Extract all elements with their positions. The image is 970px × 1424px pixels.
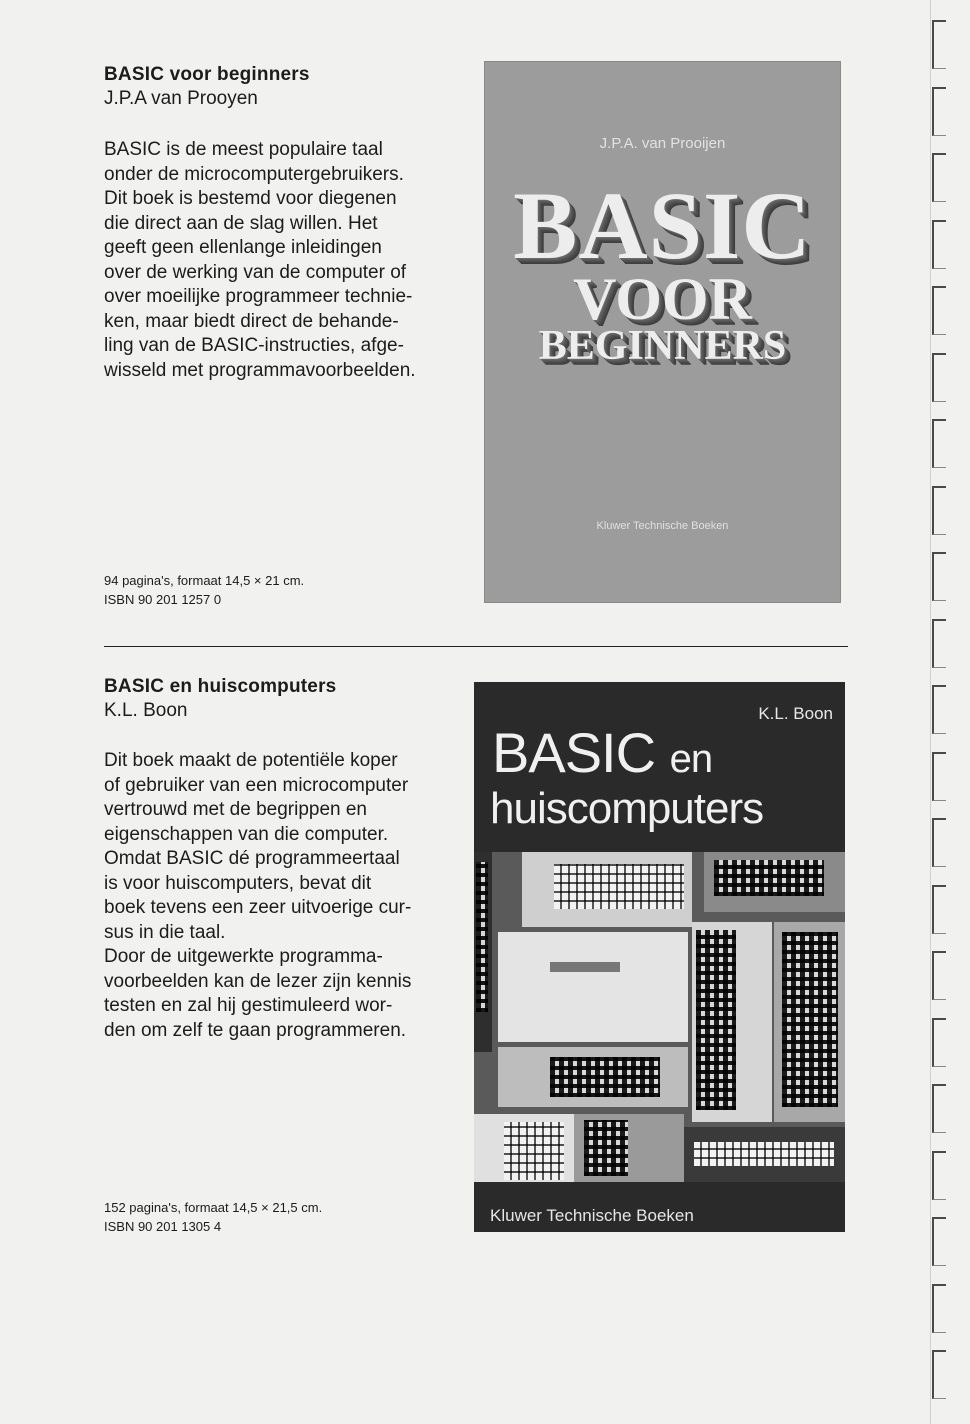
keyboard-dark	[782, 932, 838, 1107]
cover-title-line-2: huiscomputers	[490, 784, 764, 833]
binder-hole	[932, 153, 946, 202]
keyboard-dark	[550, 1057, 660, 1097]
binder-hole	[932, 87, 946, 136]
cover-publisher: Kluwer Technische Boeken	[490, 1206, 694, 1225]
binder-hole	[932, 1018, 946, 1067]
cover-title-line-2: VOOR	[573, 266, 752, 332]
book-author: K.L. Boon	[104, 700, 188, 721]
keyboard-dark	[696, 930, 736, 1110]
cover-photo-home-computers	[474, 852, 845, 1182]
cover-author: J.P.A. van Prooijen	[599, 135, 726, 152]
section-divider	[104, 646, 848, 647]
book-description: BASIC is de meest populaire taal onder de microcomputergebruikers. Dit boek is bestemd voor diegenen die direct aan de slag willen. Het geeft geen ellenlange inleidingen over de werking van de computer of over moeilijke programmeer technie- ken, maar biedt direct de behande- ling van de BASIC-instructies, afge- wisseld met programmavoorbeelden.	[104, 139, 416, 381]
computer-middle	[498, 932, 688, 1042]
book-cover-basic-en-huiscomputers	[474, 682, 845, 1232]
binder-hole	[932, 20, 946, 69]
binder-hole	[932, 1151, 946, 1200]
keyboard-dark	[714, 860, 824, 896]
keyboard-light	[504, 1122, 564, 1180]
binder-hole	[932, 220, 946, 269]
book-isbn: ISBN 90 201 1257 0	[104, 592, 222, 607]
binder-hole	[932, 419, 946, 468]
binder-hole	[932, 1284, 946, 1333]
cover-publisher: Kluwer Technische Boeken	[596, 520, 729, 532]
keyboard-light	[694, 1142, 834, 1166]
book-description: Dit boek maakt de potentiële koper of gebruiker van een microcomputer vertrouwd met de begrippen en eigenschappen van die computer. Omdat BASIC dé programmeertaal is voor huiscomputers, bevat dit boek tevens een zeer uitvoerige cur- sus in die taal. Door de uitgewerkte programma- voorbeelden kan de lezer zijn kennis testen en zal hij gestimuleerd wor- den om zelf te gaan programmeren.	[104, 750, 412, 1041]
book-cover-basic-voor-beginners	[485, 62, 840, 602]
binder-hole	[932, 353, 946, 402]
book-format: 94 pagina's, formaat 14,5 × 21 cm.	[104, 573, 305, 588]
cover-title-main: BASIC	[492, 721, 656, 784]
cover-title-line-1: BASIC	[513, 172, 812, 279]
binder-hole	[932, 1217, 946, 1266]
binder-hole	[932, 885, 946, 934]
binder-hole	[932, 951, 946, 1000]
binder-hole	[932, 685, 946, 734]
binder-hole	[932, 619, 946, 668]
cover-title-line-3: BEGINNERS	[538, 323, 787, 369]
binder-hole	[932, 552, 946, 601]
binder-edge-line	[930, 0, 931, 1424]
binder-hole	[932, 486, 946, 535]
keyboard-light	[554, 864, 684, 909]
ring-binder-edge	[930, 0, 970, 1424]
binder-hole	[932, 1084, 946, 1133]
cartridge-slot	[550, 962, 620, 972]
book-format: 152 pagina's, formaat 14,5 × 21,5 cm.	[104, 1200, 323, 1215]
book-author: J.P.A van Prooyen	[104, 88, 258, 109]
binder-hole	[932, 1350, 946, 1399]
binder-hole	[932, 286, 946, 335]
cover-title-small: en	[669, 737, 713, 781]
binder-hole	[932, 818, 946, 867]
book-isbn: ISBN 90 201 1305 4	[104, 1219, 222, 1234]
cover-title-line-1	[492, 720, 712, 785]
cover-author: K.L. Boon	[758, 704, 833, 723]
binder-hole	[932, 752, 946, 801]
keyboard-strip	[476, 862, 488, 1012]
book-title: BASIC voor beginners	[104, 64, 310, 85]
book-title: BASIC en huiscomputers	[104, 676, 337, 697]
keyboard-dark	[584, 1120, 628, 1176]
